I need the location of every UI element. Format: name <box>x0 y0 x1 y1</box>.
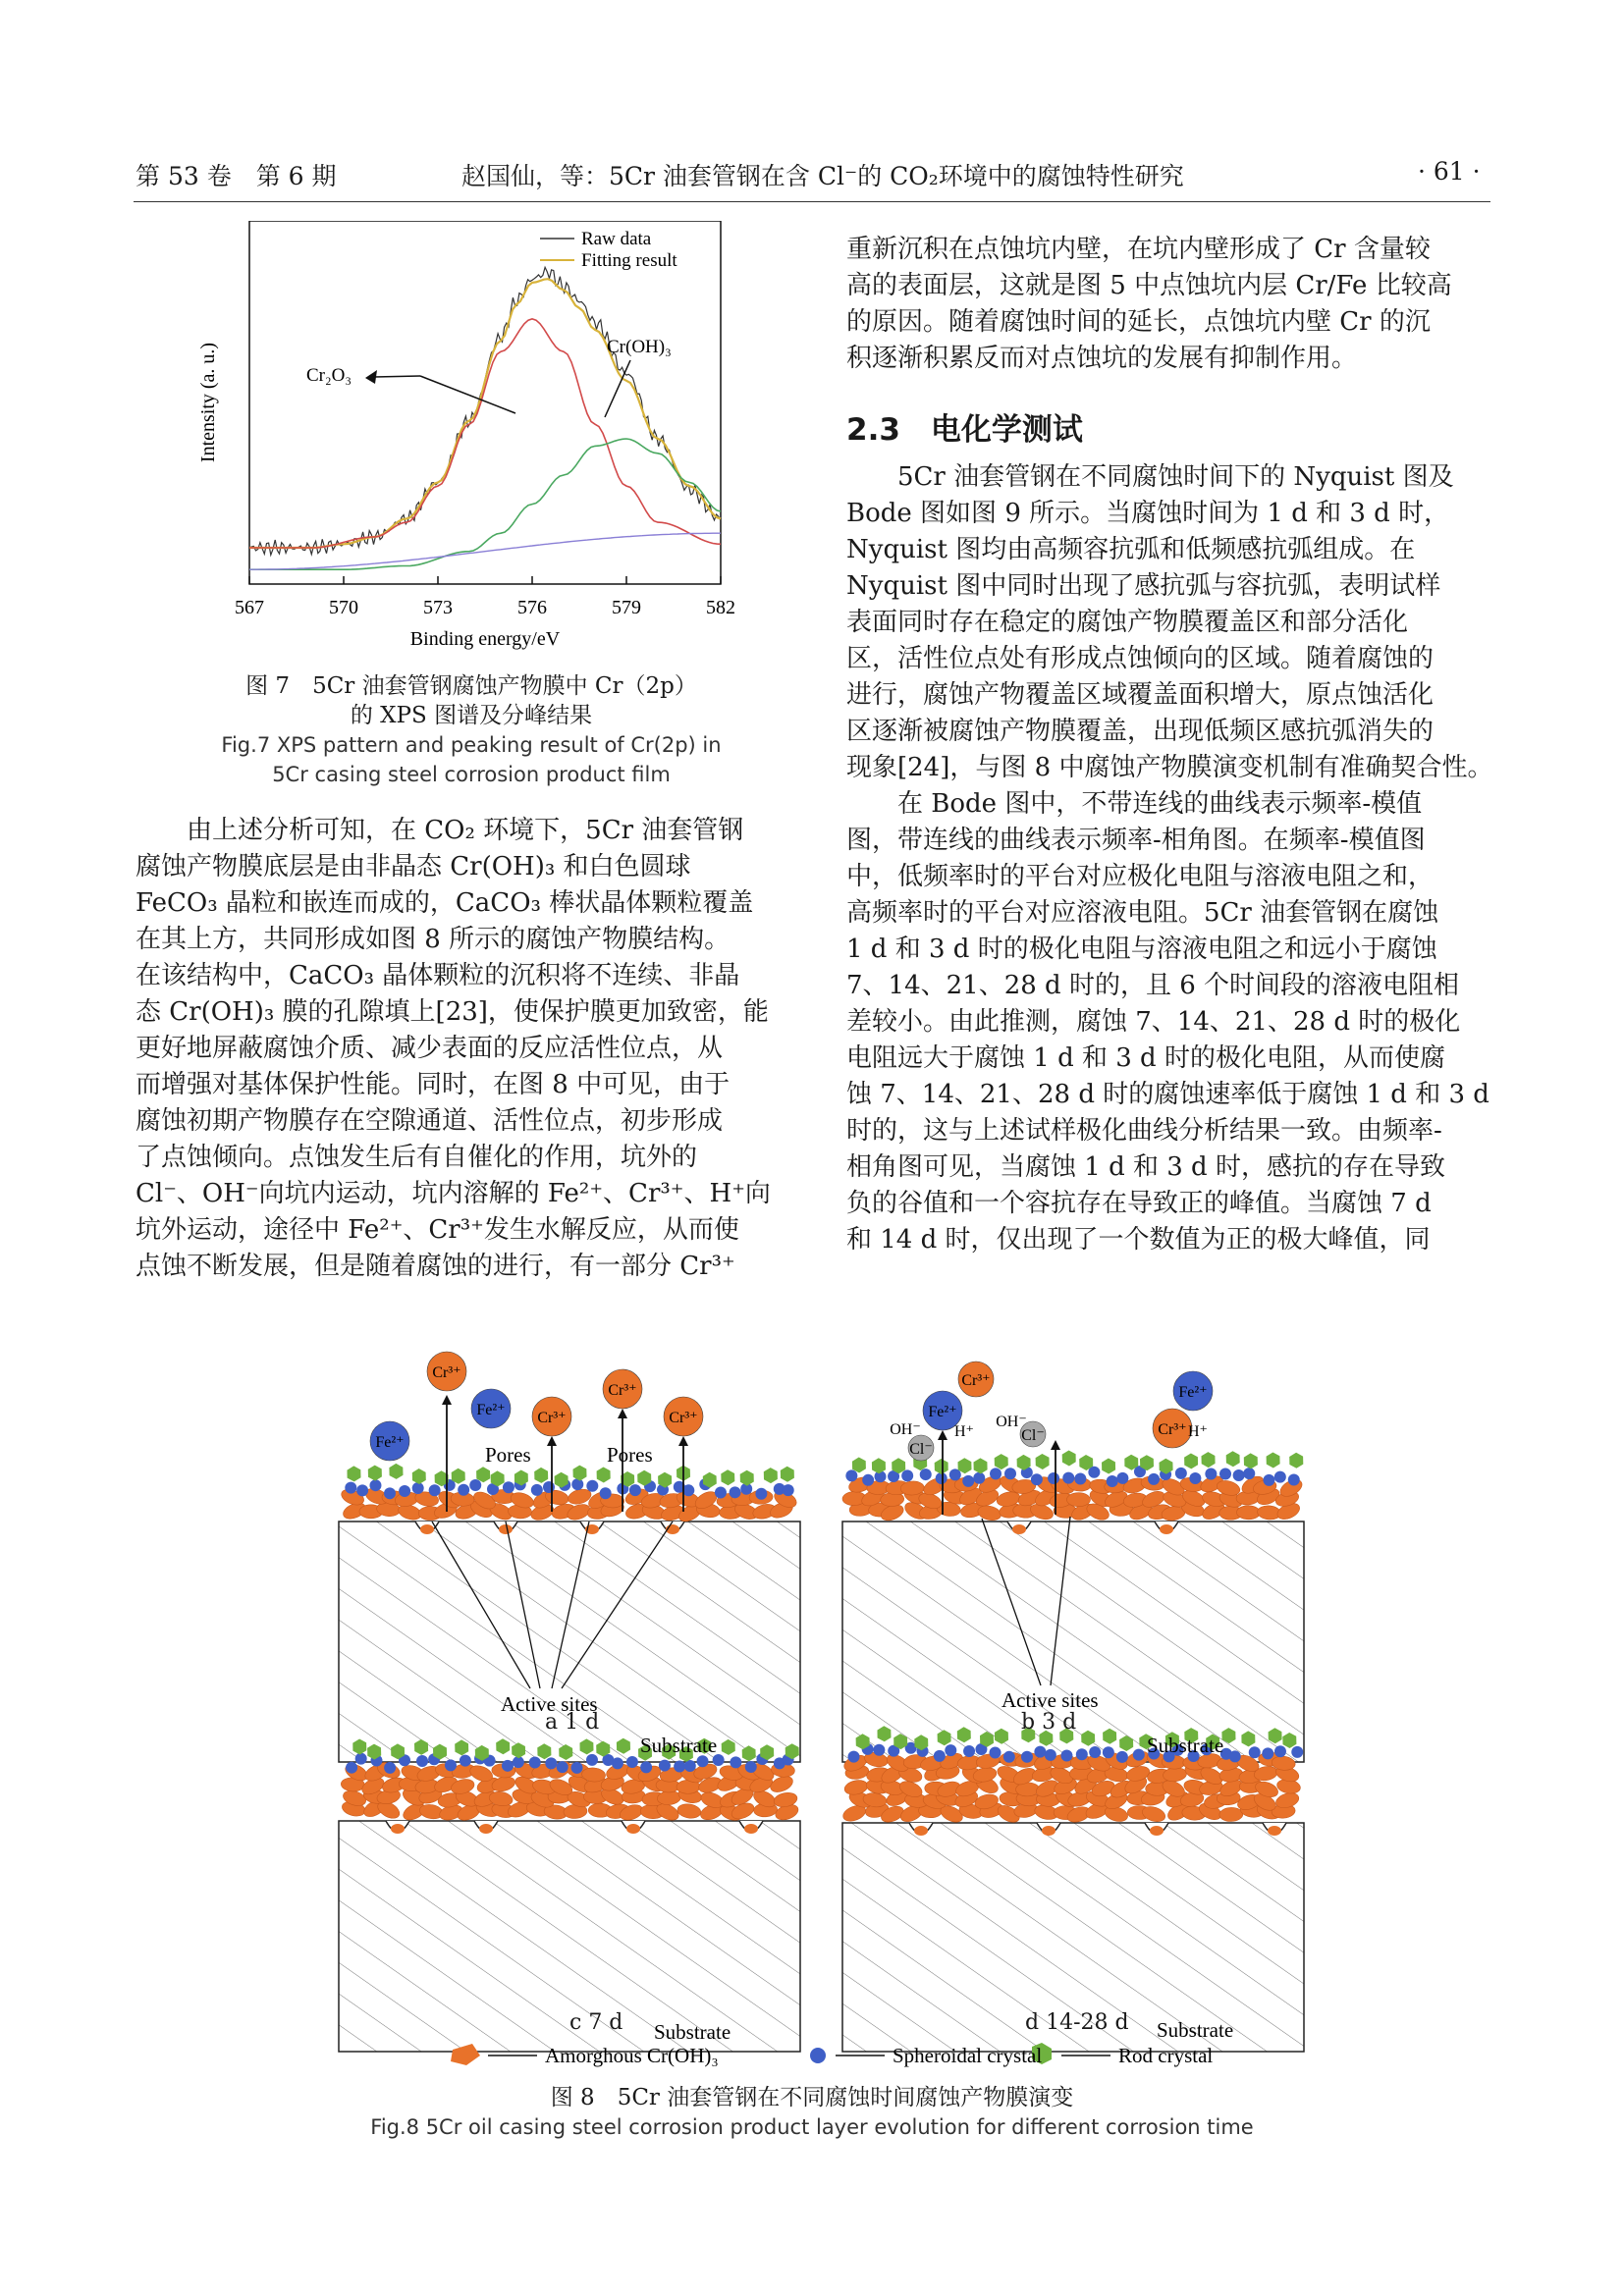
fig8-spheroidal-crystal <box>445 1759 457 1771</box>
fig8-spheroidal-crystal <box>355 1753 367 1765</box>
fig8-spheroidal-crystal <box>545 1757 557 1769</box>
fig8-spheroidal-crystal <box>1031 1473 1043 1485</box>
fig8-ion-arrowhead <box>547 1436 557 1446</box>
legend-rod-label: Rod crystal <box>1118 2044 1214 2067</box>
fig8-legend <box>447 2036 1252 2075</box>
fig8-sub-b: b 3 d <box>1021 1710 1077 1735</box>
fig8-spheroidal-crystal <box>755 1488 767 1500</box>
fig8-spheroidal-crystal <box>783 1484 794 1496</box>
right-main-paragraph-line: 时的，这与上述试样极化曲线分析结果一致。由频率- <box>846 1116 1442 1146</box>
header-title: 赵国仙，等：5Cr 油套管钢在含 Cl⁻的 CO₂环境中的腐蚀特性研究 <box>461 162 1184 190</box>
fig8-pit-deposit <box>1042 1826 1056 1836</box>
fig8-spheroidal-crystal <box>1274 1471 1286 1483</box>
fig7-label-cr2o3: Cr₂O₃ <box>306 365 352 386</box>
fig8-spheroidal-crystal <box>629 1484 641 1496</box>
fig8-amorphous-particle <box>1219 1807 1243 1822</box>
right-top-paragraph-line: 重新沉积在点蚀坑内壁，在坑内壁形成了 Cr 含量较 <box>846 235 1431 264</box>
fig8-ion-arrowhead <box>618 1409 627 1418</box>
fig7-xtick-label: 570 <box>329 597 358 618</box>
fig8-pit-deposit <box>1012 1524 1026 1534</box>
right-main-paragraph-line: 和 14 d 时，仅出现了一个数值为正的极大峰值，同 <box>846 1225 1431 1255</box>
fig8-spheroidal-crystal <box>1274 1745 1286 1757</box>
fig8-spheroidal-crystal <box>920 1468 932 1480</box>
legend-spheroidal-label: Spheroidal crystal <box>893 2044 1043 2067</box>
fig8-rod-crystal <box>1036 1454 1050 1469</box>
fig8-rod-crystal <box>781 1467 794 1482</box>
fig8-sub-d: d 14-28 d <box>1025 2010 1129 2035</box>
fig7-series-fittingresult <box>249 279 721 548</box>
fig8-spheroidal-crystal <box>1133 1749 1145 1761</box>
fig8-spheroidal-crystal <box>901 1469 913 1481</box>
fig8-pit-deposit <box>1160 1524 1173 1534</box>
right-top-paragraph-line: 高的表面层，这就是图 5 中点蚀坑内层 Cr/Fe 比较高 <box>846 271 1452 300</box>
fig8-rod-crystal <box>740 1470 754 1486</box>
fig8-spheroidal-crystal <box>715 1486 727 1498</box>
fig8-spheroidal-crystal <box>531 1484 543 1496</box>
fig8-spheroidal-crystal <box>1074 1473 1086 1485</box>
right-main-paragraph-line: 蚀 7、14、21、28 d 时的腐蚀速率低于腐蚀 1 d 和 3 d <box>846 1080 1489 1109</box>
legend-spheroidal-swatch <box>810 2048 826 2063</box>
fig8-spheroidal-crystal <box>503 1481 514 1493</box>
fig8-panel-c <box>339 1738 800 2052</box>
header-rule <box>134 201 1490 202</box>
fig8-spheroidal-crystal <box>543 1481 555 1493</box>
fig8-rod-crystal <box>872 1458 886 1473</box>
fig8-rod-crystal <box>1267 1453 1280 1468</box>
fig8-spheroidal-crystal <box>384 1762 396 1774</box>
right-main-paragraph-line: 进行，腐蚀产物覆盖区域覆盖面积增大，原点蚀活化 <box>846 680 1435 710</box>
fig7-legend-raw: Raw data <box>581 229 652 249</box>
fig8-spheroidal-crystal <box>934 1750 946 1762</box>
right-top-paragraph-line: 积逐渐积累反而对点蚀坑的发展有抑制作用。 <box>846 344 1358 373</box>
fig8-rod-crystal <box>935 1459 948 1474</box>
fig8-pit-deposit <box>479 1824 493 1834</box>
fig8-spheroidal-crystal <box>1243 1468 1255 1479</box>
right-main-paragraph-line: 5Cr 油套管钢在不同腐蚀时间下的 Nyquist 图及 <box>846 462 1454 492</box>
left-paragraph-line: FeCO₃ 晶粒和嵌连而成的，CaCO₃ 棒状晶体颗粒覆盖 <box>135 888 754 918</box>
fig8-spheroidal-crystal <box>862 1474 874 1486</box>
fig8-substrate-c: Substrate <box>654 2020 731 2044</box>
fig8-spheroidal-crystal <box>571 1478 583 1490</box>
fig8-pit-deposit <box>420 1524 434 1534</box>
right-main-paragraph-line: Bode 图如图 9 所示。当腐蚀时间为 1 d 和 3 d 时， <box>846 499 1450 528</box>
fig8-active-sites-b: Active sites <box>1001 1688 1099 1712</box>
fig8-spheroidal-crystal <box>399 1485 410 1497</box>
fig8-spheroidal-crystal <box>1249 1746 1261 1758</box>
fig8-panel-d <box>840 1726 1304 2052</box>
fig8-spheroidal-crystal <box>513 1756 524 1768</box>
fig8-spheroidal-crystal <box>1103 1746 1114 1758</box>
header-volume: 第 53 卷 第 6 期 <box>135 162 337 190</box>
fig8-spheroidal-crystal <box>745 1761 757 1773</box>
fig8-spheroidal-crystal <box>1034 1746 1046 1758</box>
fig8-spheroidal-crystal <box>600 1487 612 1499</box>
left-paragraph-line: 而增强对基体保护性能。同时，在图 8 中可见，由于 <box>135 1070 731 1099</box>
left-paragraph-line: 腐蚀产物膜底层是由非晶态 Cr(OH)₃ 和白色圆球 <box>135 852 691 881</box>
right-column-paragraph-top <box>846 232 1494 377</box>
right-main-paragraph-line: 差较小。由此推测，腐蚀 7、14、21、28 d 时的极化 <box>846 1007 1461 1037</box>
fig8-pit-deposit <box>391 1824 405 1834</box>
fig8-ion-oh-label: OH⁻ <box>996 1414 1027 1430</box>
fig8-spheroidal-crystal <box>529 1757 541 1769</box>
fig8-pores-2: Pores <box>607 1443 653 1467</box>
fig7-label-croh3: Cr(OH)₃ <box>607 337 672 357</box>
fig8-spheroidal-crystal <box>730 1486 741 1498</box>
fig8-spheroidal-crystal <box>345 1482 356 1494</box>
right-main-paragraph-line: 1 d 和 3 d 时的极化电阻与溶液电阻之和远小于腐蚀 <box>846 934 1437 964</box>
fig7-xtick-label: 579 <box>612 597 641 618</box>
fig7-caption <box>137 671 805 789</box>
fig8-spheroidal-crystal <box>460 1755 471 1767</box>
fig8-spheroidal-crystal <box>1003 1751 1015 1763</box>
fig8-rod-crystal <box>1102 1459 1115 1474</box>
fig8-spheroidal-crystal <box>1116 1751 1128 1763</box>
fig7-caption-zh-1: 图 7 5Cr 油套管钢腐蚀产物膜中 Cr（2p） <box>245 673 697 699</box>
fig8-pit-deposit <box>499 1524 513 1534</box>
fig8-spheroidal-crystal <box>1148 1473 1160 1485</box>
fig8-rod-crystal <box>389 1464 403 1479</box>
fig8-spheroidal-crystal <box>1004 1468 1016 1479</box>
right-main-paragraph-line: Nyquist 图均由高频容抗弧和低频感抗弧组成。在 <box>846 535 1416 564</box>
fig8-spheroidal-crystal <box>949 1468 961 1480</box>
fig8-substrate-d: Substrate <box>1157 2018 1234 2042</box>
fig8-spheroidal-crystal <box>469 1479 481 1491</box>
fig8-sub-c: c 7 d <box>569 2010 623 2035</box>
header-page-number: · 61 · <box>1418 157 1481 186</box>
fig7-legend-fit: Fitting result <box>581 250 677 271</box>
fig8-spheroidal-crystal <box>1062 1472 1074 1484</box>
fig7-caption-en-1: Fig.7 XPS pattern and peaking result of Cr(2p) in <box>221 733 722 757</box>
fig8-spheroidal-crystal <box>369 1479 381 1491</box>
fig8-spheroidal-crystal <box>1205 1468 1217 1479</box>
fig8-amorphous-particle <box>1236 1506 1260 1520</box>
fig8-rod-crystal <box>1244 1453 1258 1468</box>
fig8-rod-crystal <box>534 1468 548 1483</box>
fig8-ion-cr3-label: Cr³⁺ <box>537 1410 567 1426</box>
right-main-paragraph-line: 表面同时存在稳定的腐蚀产物膜覆盖区和部分活化 <box>846 608 1409 637</box>
fig8-spheroidal-crystal <box>1219 1468 1231 1480</box>
fig8-spheroidal-crystal <box>412 1482 424 1494</box>
fig8-spheroidal-crystal <box>1060 1750 1072 1762</box>
fig8-ion-oh-label: OH⁻ <box>890 1421 921 1438</box>
fig8-rod-crystal <box>348 1466 361 1481</box>
fig8-spheroidal-crystal <box>659 1760 671 1772</box>
fig8-spheroidal-crystal <box>990 1746 1001 1758</box>
fig8-spheroidal-crystal <box>1263 1474 1274 1486</box>
fig7-xtick-label: 582 <box>706 597 735 618</box>
fig8-rod-crystal <box>412 1468 426 1484</box>
fig8-spheroidal-crystal <box>697 1755 709 1767</box>
fig8-spheroidal-crystal <box>848 1751 860 1763</box>
fig8-ion-fe2-label: Fe²⁺ <box>928 1404 957 1420</box>
fig8-spheroidal-crystal <box>458 1484 469 1496</box>
left-paragraph-line: 腐蚀初期产物膜存在空隙通道、活性位点，初步形成 <box>135 1106 724 1136</box>
fig8-sub-a: a 1 d <box>545 1710 600 1735</box>
fig8-spheroidal-crystal <box>963 1745 975 1757</box>
fig8-spheroidal-crystal <box>962 1475 974 1487</box>
fig8-spheroidal-crystal <box>1089 1746 1101 1758</box>
fig8-spheroidal-crystal <box>973 1472 985 1484</box>
fig8-caption <box>295 2083 1329 2142</box>
left-paragraph-line: 态 Cr(OH)₃ 膜的孔隙填上[23]，使保护膜更加致密，能 <box>135 997 769 1027</box>
fig7-xtick-label: 576 <box>517 597 547 618</box>
left-paragraph-line: Cl⁻、OH⁻向坑内运动，坑内溶解的 Fe²⁺、Cr³⁺、H⁺向 <box>135 1179 771 1208</box>
fig8-rod-crystal <box>1289 1453 1303 1468</box>
fig8-spheroidal-crystal <box>1229 1750 1241 1762</box>
fig8-spheroidal-crystal <box>346 1762 357 1774</box>
fig8-rod-crystal <box>974 1458 988 1473</box>
fig8-spheroidal-crystal <box>1175 1468 1187 1479</box>
right-main-paragraph-line: 中，低频率时的平台对应极化电阻与溶液电阻之和， <box>846 862 1435 891</box>
left-paragraph-line: 了点蚀倾向。点蚀发生后有自催化的作用，坑外的 <box>135 1143 698 1172</box>
fig8-pores-1: Pores <box>485 1443 531 1467</box>
fig8-pit-deposit <box>1268 1826 1281 1836</box>
fig7-xtick-label: 573 <box>423 597 453 618</box>
fig8-pit-deposit <box>744 1824 758 1834</box>
fig8-spheroidal-crystal <box>1021 1751 1033 1763</box>
fig8-substrate-a: Substrate <box>640 1734 718 1757</box>
fig7-ylabel: Intensity (a. u.) <box>197 342 219 463</box>
fig8-caption-en: Fig.8 5Cr oil casing steel corrosion product layer evolution for different corrosion time <box>370 2115 1254 2139</box>
fig8-spheroidal-crystal <box>626 1756 638 1768</box>
left-column-paragraph <box>135 813 793 1285</box>
fig8-spheroidal-crystal <box>1107 1475 1118 1487</box>
right-main-paragraph-line: Nyquist 图中同时出现了感抗弧与容抗弧，表明试样 <box>846 571 1441 601</box>
fig8-spheroidal-crystal <box>586 1754 598 1766</box>
fig8-spheroidal-crystal <box>1048 1472 1059 1484</box>
fig8-spheroidal-crystal <box>684 1760 696 1772</box>
fig8-ion-cr3-label: Cr³⁺ <box>961 1372 991 1389</box>
fig8-amorphous-particle <box>1066 1493 1090 1507</box>
fig8-ion-arrowhead <box>678 1436 688 1446</box>
fig8-rod-crystal <box>573 1466 587 1481</box>
fig8-spheroidal-crystal <box>1116 1472 1128 1484</box>
legend-amorphous-swatch <box>451 2044 480 2065</box>
fig8-rod-crystal <box>764 1468 778 1483</box>
fig8-spheroidal-crystal <box>416 1755 428 1767</box>
fig7-arrow-cr2o3 <box>420 376 515 413</box>
fig8-ion-fe2-label: Fe²⁺ <box>476 1402 506 1418</box>
right-main-paragraph-line: 负的谷值和一个容抗存在导致正的峰值。当腐蚀 7 d <box>846 1189 1432 1218</box>
fig8-spheroidal-crystal <box>612 1757 623 1769</box>
fig8-ion-arrowhead <box>1051 1440 1060 1450</box>
right-column-paragraph-main <box>846 459 1494 1258</box>
fig7-arrow-cr2o3-left <box>373 376 420 377</box>
fig8-spheroidal-crystal <box>1262 1747 1273 1759</box>
fig8-amorphous-particle <box>677 1802 702 1820</box>
right-main-paragraph-line: 现象[24]，与图 8 中腐蚀产物膜演变机制有准确契合性。 <box>846 753 1493 782</box>
fig8-spheroidal-crystal <box>1233 1469 1245 1481</box>
left-paragraph-line: 点蚀不断发展，但是随着腐蚀的进行，有一部分 Cr³⁺ <box>135 1252 735 1281</box>
right-main-paragraph-line: 7、14、21、28 d 时的，且 6 个时间段的溶液电阻相 <box>846 971 1460 1000</box>
fig8-active-sites-a: Active sites <box>501 1692 598 1716</box>
fig8-spheroidal-crystal <box>557 1761 568 1773</box>
fig8-ion-fe2-label: Fe²⁺ <box>375 1434 405 1451</box>
fig8-amorphous-particle <box>843 1779 869 1797</box>
fig8-schematic <box>295 1340 1375 2086</box>
fig8-caption-zh: 图 8 5Cr 油套管钢在不同腐蚀时间腐蚀产物膜演变 <box>550 2085 1074 2110</box>
fig8-spheroidal-crystal <box>586 1480 598 1492</box>
right-main-paragraph-line: 相角图可见，当腐蚀 1 d 和 3 d 时，感抗的存在导致 <box>846 1152 1445 1182</box>
fig8-spheroidal-crystal <box>1189 1472 1201 1484</box>
fig8-rod-crystal <box>995 1454 1008 1469</box>
fig8-spheroidal-crystal <box>502 1760 514 1772</box>
fig8-ion-h-label: H⁺ <box>1188 1423 1208 1440</box>
right-top-paragraph-line: 的原因。随着腐蚀时间的延长，点蚀坑内壁 Cr 的沉 <box>846 307 1431 337</box>
fig8-ion-cl-label: Cl⁻ <box>909 1441 933 1458</box>
fig7-plot-frame <box>249 221 721 584</box>
fig8-spheroidal-crystal <box>1076 1748 1088 1760</box>
fig8-spheroidal-crystal <box>640 1761 652 1773</box>
fig7-caption-en-2: 5Cr casing steel corrosion product film <box>272 763 671 786</box>
left-paragraph-line: 更好地屏蔽腐蚀介质、减少表面的反应活性位点，从 <box>135 1034 724 1063</box>
fig8-spheroidal-crystal <box>730 1756 741 1768</box>
fig8-rod-crystal <box>1226 1451 1240 1467</box>
fig8-ion-arrowhead <box>938 1430 947 1440</box>
right-main-paragraph-line: 区，活性位点处有形成点蚀倾向的区域。随着腐蚀的 <box>846 644 1435 673</box>
left-paragraph-line: 坑外运动，途径中 Fe²⁺、Cr³⁺发生水解反应，从而使 <box>135 1215 739 1245</box>
fig8-rod-crystal <box>721 1469 734 1485</box>
fig8-spheroidal-crystal <box>356 1484 368 1496</box>
fig8-rod-crystal <box>597 1468 611 1483</box>
fig8-amorphous-particle <box>1125 1764 1152 1784</box>
left-paragraph-line: 由上述分析可知，在 CO₂ 环境下，5Cr 油套管钢 <box>135 816 744 845</box>
fig8-spheroidal-crystal <box>1291 1746 1303 1758</box>
fig8-pit-deposit <box>1150 1826 1164 1836</box>
fig8-pit-deposit <box>626 1824 640 1834</box>
fig7-xps-chart <box>196 221 746 663</box>
right-main-paragraph-line: 高频率时的平台对应溶液电阻。5Cr 油套管钢在腐蚀 <box>846 898 1439 928</box>
fig8-pit-deposit <box>914 1826 928 1836</box>
fig8-spheroidal-crystal <box>571 1762 583 1774</box>
fig8-ion-cr3-label: Cr³⁺ <box>1158 1421 1187 1438</box>
fig8-rod-crystal <box>1202 1452 1216 1468</box>
fig8-spheroidal-crystal <box>945 1744 956 1756</box>
fig8-ion-cr3-label: Cr³⁺ <box>432 1364 461 1381</box>
fig8-ion-fe2-label: Fe²⁺ <box>1178 1384 1208 1401</box>
fig8-spheroidal-crystal <box>682 1484 694 1496</box>
fig8-spheroidal-crystal <box>845 1469 857 1481</box>
fig7-xtick-label: 567 <box>235 597 264 618</box>
fig8-ion-cr3-label: Cr³⁺ <box>669 1410 698 1426</box>
right-main-paragraph-line: 在 Bode 图中，不带连线的曲线表示频率-模值 <box>846 789 1423 819</box>
fig8-spheroidal-crystal <box>1045 1749 1056 1761</box>
fig7-xlabel: Binding energy/eV <box>409 628 561 650</box>
fig8-ion-h-label: H⁺ <box>954 1423 974 1440</box>
fig8-spheroidal-crystal <box>384 1487 396 1499</box>
left-paragraph-line: 在其上方，共同形成如图 8 所示的腐蚀产物膜结构。 <box>135 925 731 954</box>
fig8-ion-arrowhead <box>442 1395 452 1405</box>
right-main-paragraph-line: 图，带连线的曲线表示频率-相角图。在频率-模值图 <box>846 826 1426 855</box>
left-paragraph-line: 在该结构中，CaCO₃ 晶体颗粒的沉积将不连续、非晶 <box>135 961 740 990</box>
fig7-series-rawdata <box>249 267 721 555</box>
fig8-spheroidal-crystal <box>990 1468 1001 1479</box>
section-title: 2.3 电化学测试 <box>846 412 1083 448</box>
fig8-spheroidal-crystal <box>1288 1474 1300 1486</box>
fig8-substrate-b: Substrate <box>1147 1734 1224 1757</box>
fig8-spheroidal-crystal <box>674 1760 685 1772</box>
fig7-caption-zh-2: 的 XPS 图谱及分峰结果 <box>350 703 593 728</box>
legend-amorphous-label: Amorghous Cr(OH)₃ <box>545 2044 719 2067</box>
fig8-ion-cl-label: Cl⁻ <box>1021 1427 1045 1444</box>
right-main-paragraph-line: 区逐渐被腐蚀产物膜覆盖，出现低频区感抗弧消失的 <box>846 717 1435 746</box>
fig8-rod-crystal <box>368 1466 382 1481</box>
right-main-paragraph-line: 电阻远大于腐蚀 1 d 和 3 d 时的极化电阻，从而使腐 <box>846 1043 1445 1073</box>
fig8-spheroidal-crystal <box>873 1744 885 1756</box>
fig8-rod-crystal <box>1062 1451 1076 1467</box>
fig8-rod-crystal <box>1184 1454 1198 1469</box>
fig8-ion-cr3-label: Cr³⁺ <box>608 1382 637 1399</box>
fig8-spheroidal-crystal <box>429 1484 441 1496</box>
